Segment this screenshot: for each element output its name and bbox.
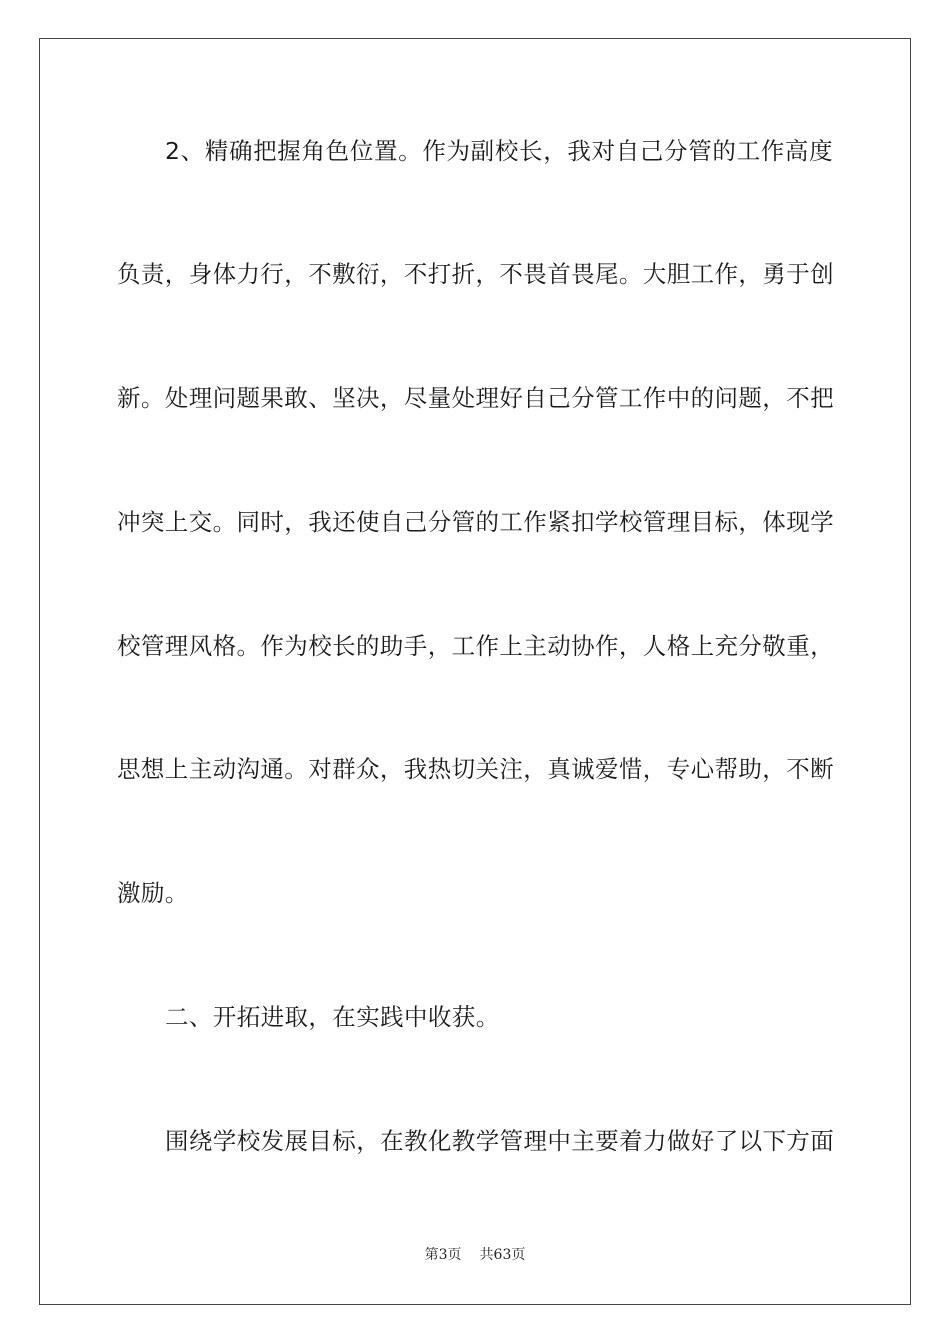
section-heading: 二、开拓进取，在实践中收获。 xyxy=(165,1003,500,1031)
paragraph-line-3: 新。处理问题果敢、坚决，尽量处理好自己分管工作中的问题，不把 xyxy=(117,384,834,412)
page-border xyxy=(39,38,911,1305)
paragraph-line-9: 围绕学校发展目标，在教化教学管理中主要着力做好了以下方面 xyxy=(165,1127,835,1155)
page-total: 共63页 xyxy=(479,1247,526,1263)
paragraph-line-4: 冲突上交。同时，我还使自己分管的工作紧扣学校管理目标，体现学 xyxy=(117,508,834,536)
paragraph-line-1: 2、精确把握角色位置。作为副校长，我对自己分管的工作高度 xyxy=(165,137,833,165)
paragraph-line-2: 负责，身体力行，不敷衍，不打折，不畏首畏尾。大胆工作，勇于创 xyxy=(117,260,834,288)
page-number: 第3页 xyxy=(424,1247,462,1263)
page-footer xyxy=(0,1246,950,1264)
paragraph-line-6: 思想上主动沟通。对群众，我热切关注，真诚爱惜，专心帮助，不断 xyxy=(117,755,834,783)
paragraph-line-5: 校管理风格。作为校长的助手，工作上主动协作，人格上充分敬重， xyxy=(117,632,834,660)
paragraph-line-7: 激励。 xyxy=(117,879,189,907)
